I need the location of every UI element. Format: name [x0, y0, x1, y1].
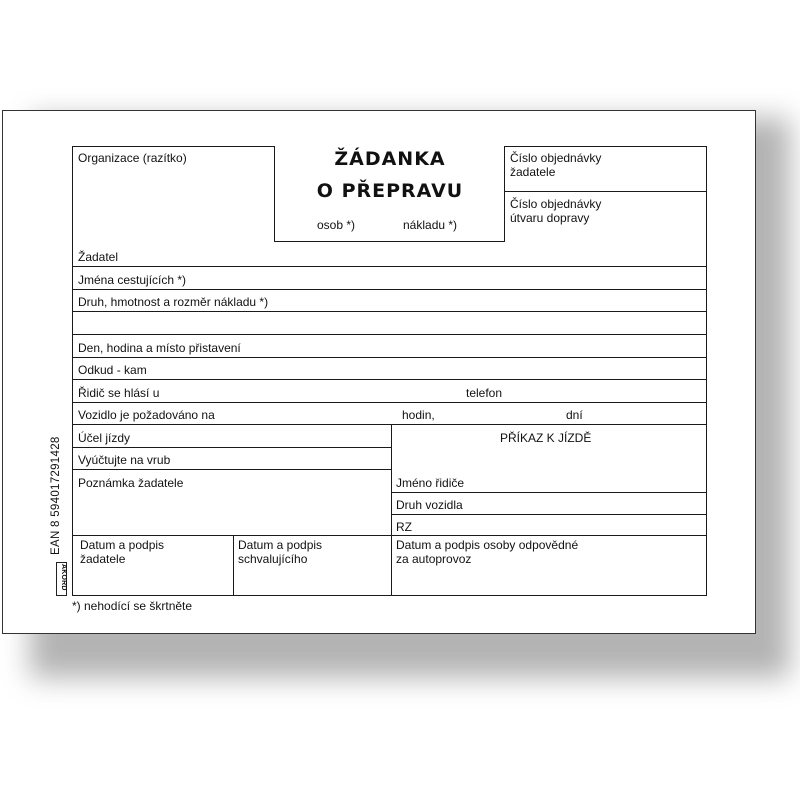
organization-label: Organizace (razítko) — [78, 151, 187, 165]
cargo-label: nákladu *) — [403, 218, 458, 232]
vehicle-required-label: Vozidlo je požadováno na — [78, 408, 215, 422]
driver-reports-label: Řidič se hlásí u — [78, 386, 160, 400]
form-title: ŽÁDANKA — [334, 148, 446, 170]
footnote: *) nehodící se škrtněte — [72, 599, 193, 613]
ean-code: EAN 8 594017291428 — [50, 436, 62, 555]
order-number-transport-label: Číslo objednávky útvaru dopravy — [510, 197, 602, 225]
registration-label: RZ — [396, 520, 412, 534]
persons-label: osob *) — [317, 218, 356, 232]
signature-row-top — [72, 535, 707, 536]
frame-top-right — [504, 146, 706, 147]
title-box-left — [274, 146, 275, 242]
days-label: dní — [566, 408, 583, 422]
left-row-line-2 — [72, 469, 392, 470]
right-row-line-2 — [391, 514, 707, 515]
right-row-line-1 — [391, 492, 707, 493]
billing-label: Vyúčtujte na vrub — [78, 453, 171, 467]
frame-right — [706, 146, 707, 596]
left-row-line-1 — [72, 447, 392, 448]
driver-name-label: Jméno řidiče — [396, 476, 465, 490]
row-line-8 — [72, 424, 707, 425]
signature-divider — [233, 535, 234, 596]
sign-requester-label: Datum a podpis žadatele — [80, 538, 165, 566]
order-divider — [504, 191, 706, 192]
hours-label: hodin, — [402, 408, 435, 422]
frame-left — [72, 146, 73, 596]
requester-note-label: Poznámka žadatele — [78, 476, 184, 490]
driving-order-heading: PŘÍKAZ K JÍZDĚ — [500, 431, 592, 445]
sign-approver-label: Datum a podpis schvalujícího — [238, 538, 323, 566]
brand-logo — [56, 562, 67, 596]
phone-label: telefon — [466, 386, 503, 400]
trip-purpose-label: Účel jízdy — [78, 431, 131, 445]
passenger-names-label: Jména cestujících *) — [78, 273, 187, 287]
row-line-2 — [72, 289, 707, 290]
requester-label: Žadatel — [78, 250, 119, 264]
frame-top-left — [72, 146, 274, 147]
title-box-right — [504, 146, 505, 242]
brand-logo-text: AKORD — [60, 564, 67, 591]
row-line-7 — [72, 402, 707, 403]
cargo-details-label: Druh, hmotnost a rozměr nákladu *) — [78, 295, 269, 309]
row-line-3 — [72, 311, 707, 312]
row-line-4 — [72, 334, 707, 335]
middle-divider — [391, 424, 392, 596]
row-line-1 — [72, 266, 707, 267]
route-label: Odkud - kam — [78, 363, 147, 377]
row-line-6 — [72, 379, 707, 380]
row-line-5 — [72, 357, 707, 358]
vehicle-type-label: Druh vozidla — [396, 498, 463, 512]
title-box-bottom — [274, 241, 505, 242]
arrival-label: Den, hodina a místo přistavení — [78, 341, 241, 355]
sign-operations-label: Datum a podpis osoby odpovědné za autoprovoz — [396, 538, 579, 566]
form-subtitle: O PŘEPRAVU — [316, 180, 464, 202]
order-number-requester-label: Číslo objednávky žadatele — [510, 151, 602, 179]
frame-bottom — [72, 595, 707, 596]
